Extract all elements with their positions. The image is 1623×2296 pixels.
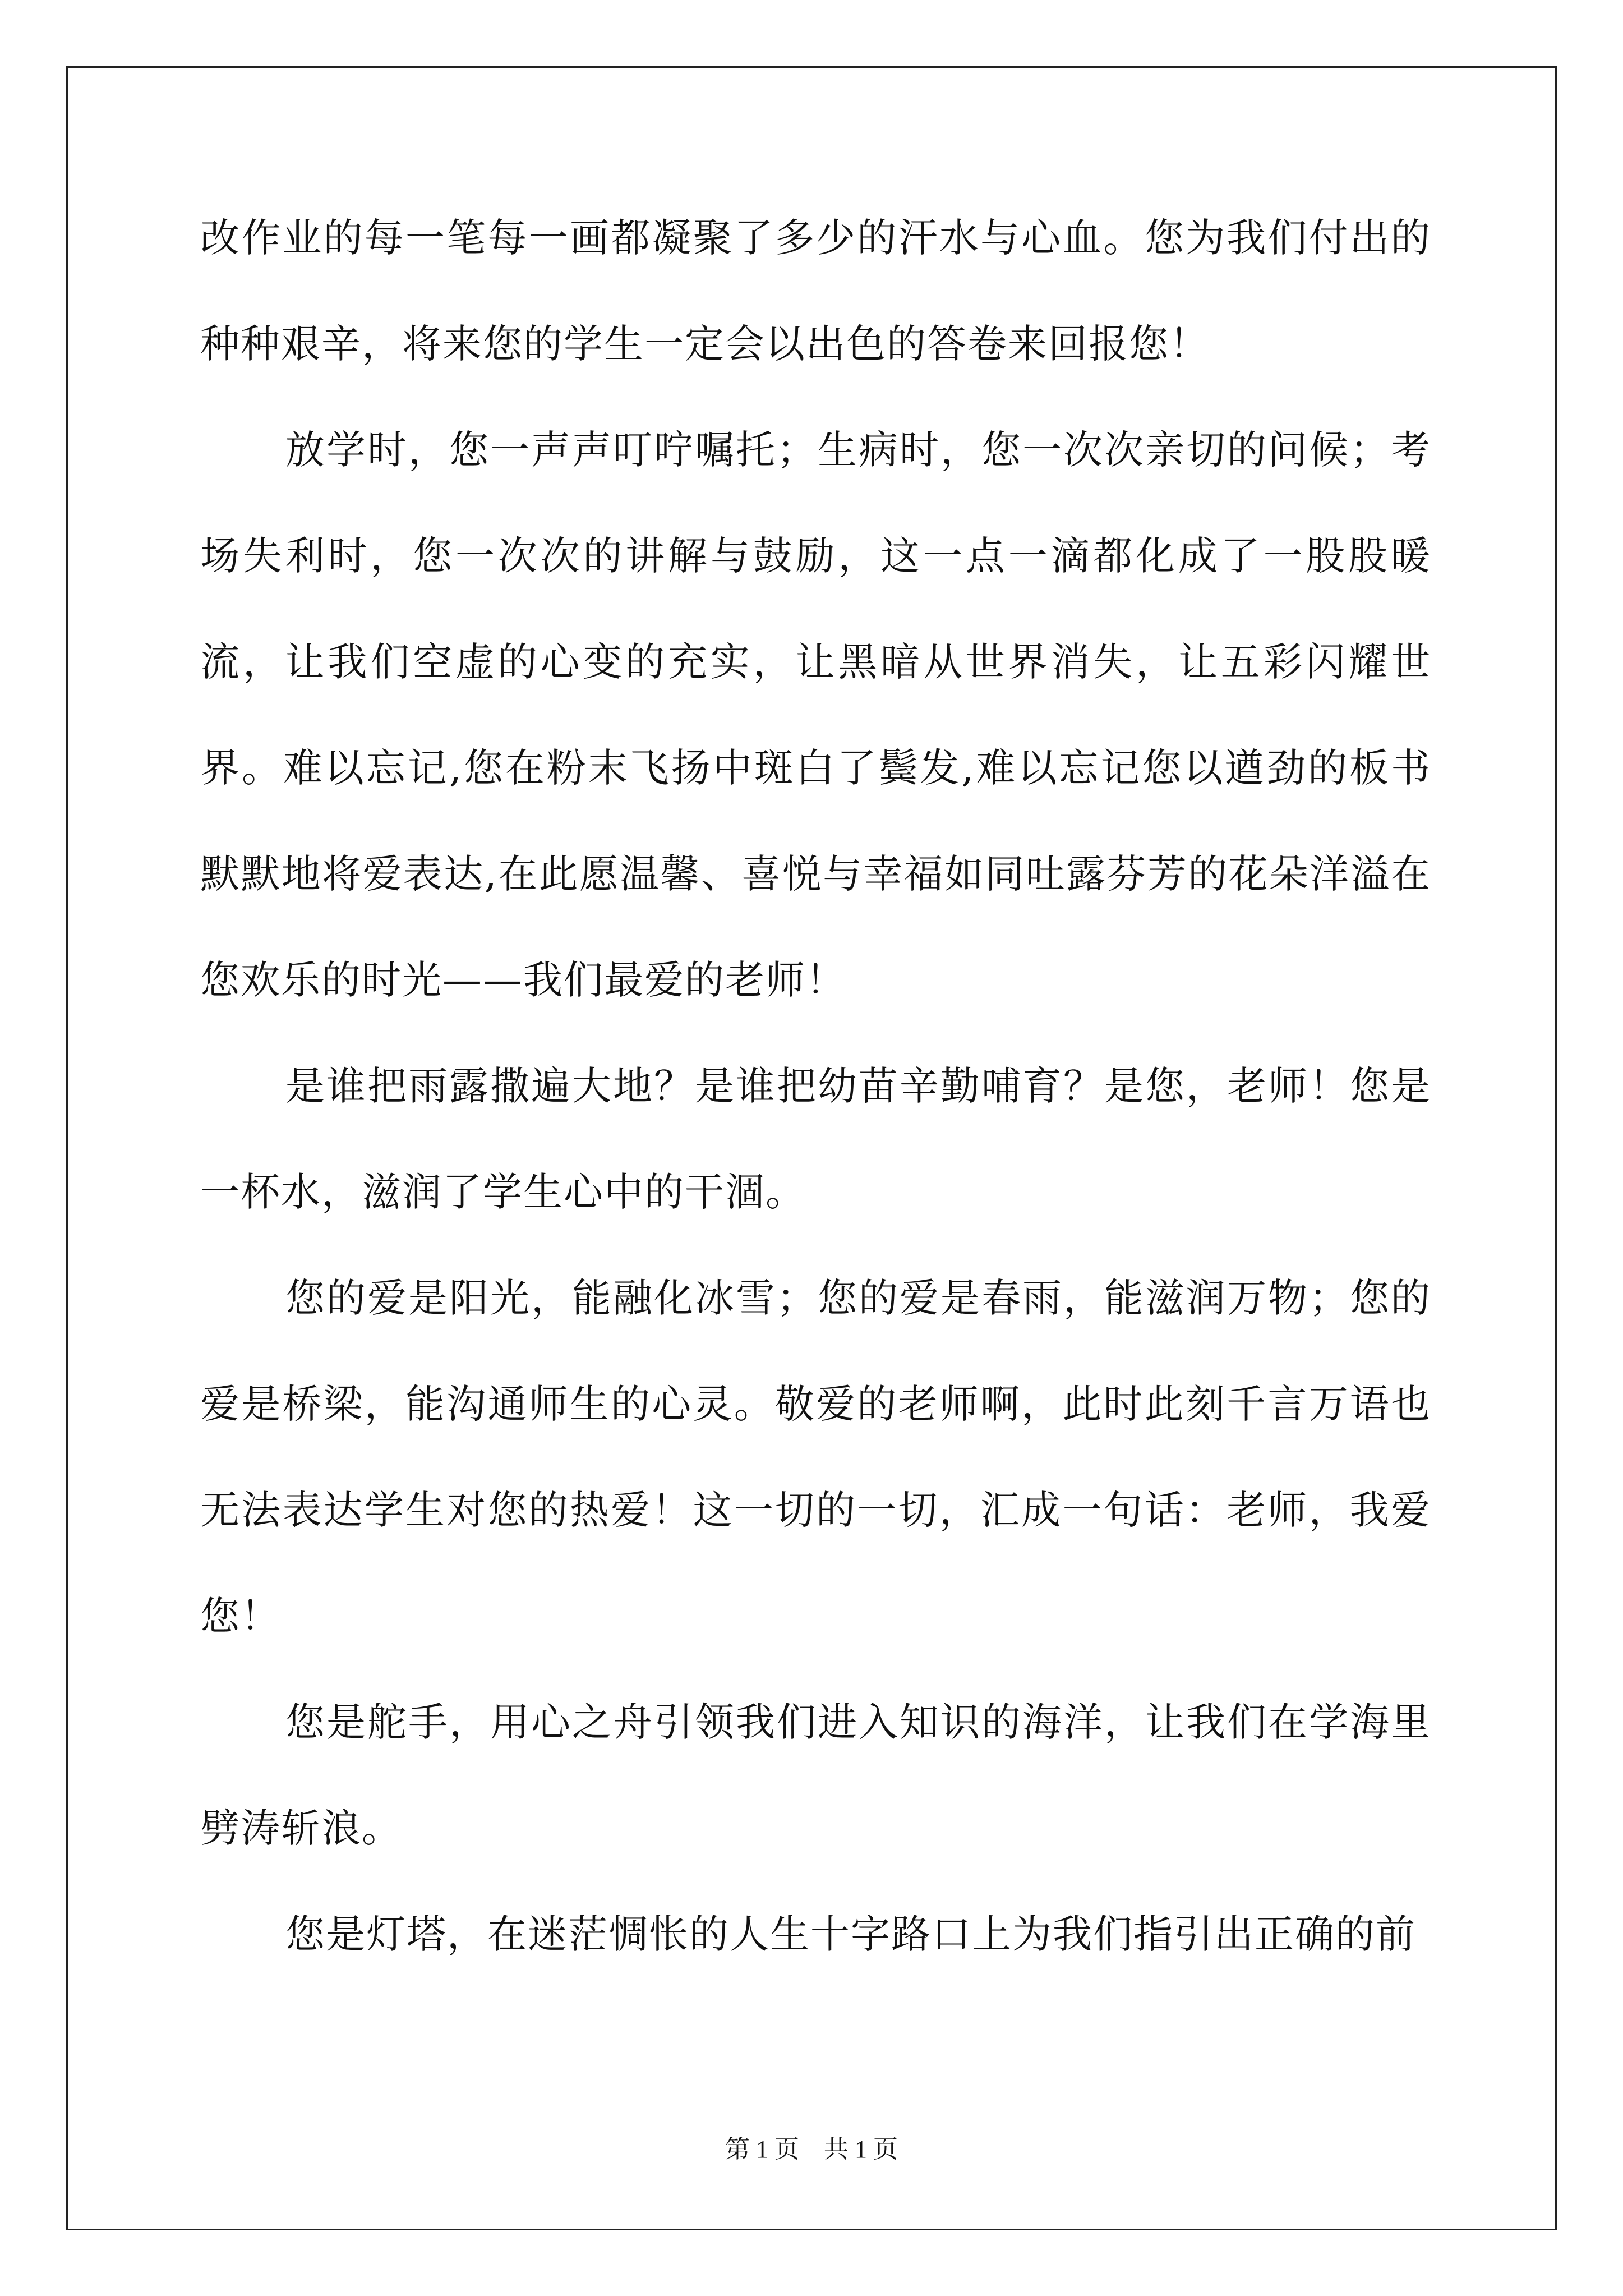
paragraph-1: 改作业的每一笔每一画都凝聚了多少的汗水与心血。您为我们付出的种种艰辛，将来您的学生一定会以出色的答卷来回报您！	[200, 215, 1431, 367]
paragraph-3: 是谁把雨露撒遍大地？是谁把幼苗辛勤哺育？是您，老师！您是一杯水，滋润了学生心中的干涸。	[200, 1063, 1431, 1215]
paragraph-2: 放学时，您一声声叮咛嘱托；生病时，您一次次亲切的问候；考场失利时，您一次次的讲解与鼓励，这一点一滴都化成了一股股暖流，让我们空虚的心变的充实，让黑暗从世界消失，让五彩闪耀世界。难以忘记,您在粉末飞扬中斑白了鬓发,难以忘记您以遒劲的板书默默地将爱表达,在此愿温馨、喜悦与幸福如同吐露芬芳的花朵洋溢在您欢乐的时光——我们最爱的老师！	[200, 427, 1431, 1003]
paragraph-5: 您是舵手，用心之舟引领我们进入知识的海洋，让我们在学海里劈涛斩浪。	[200, 1699, 1431, 1851]
document-body	[200, 185, 1431, 1987]
page-footer: 第 1 页 共 1 页	[725, 2136, 898, 2163]
paragraph-4: 您的爱是阳光，能融化冰雪；您的爱是春雨，能滋润万物；您的爱是桥梁，能沟通师生的心灵。敬爱的老师啊，此时此刻千言万语也无法表达学生对您的热爱！这一切的一切，汇成一句话：老师，我爱您！	[200, 1275, 1431, 1639]
paragraph-6: 您是灯塔，在迷茫惆怅的人生十字路口上为我们指引出正确的前	[285, 1911, 1416, 1957]
